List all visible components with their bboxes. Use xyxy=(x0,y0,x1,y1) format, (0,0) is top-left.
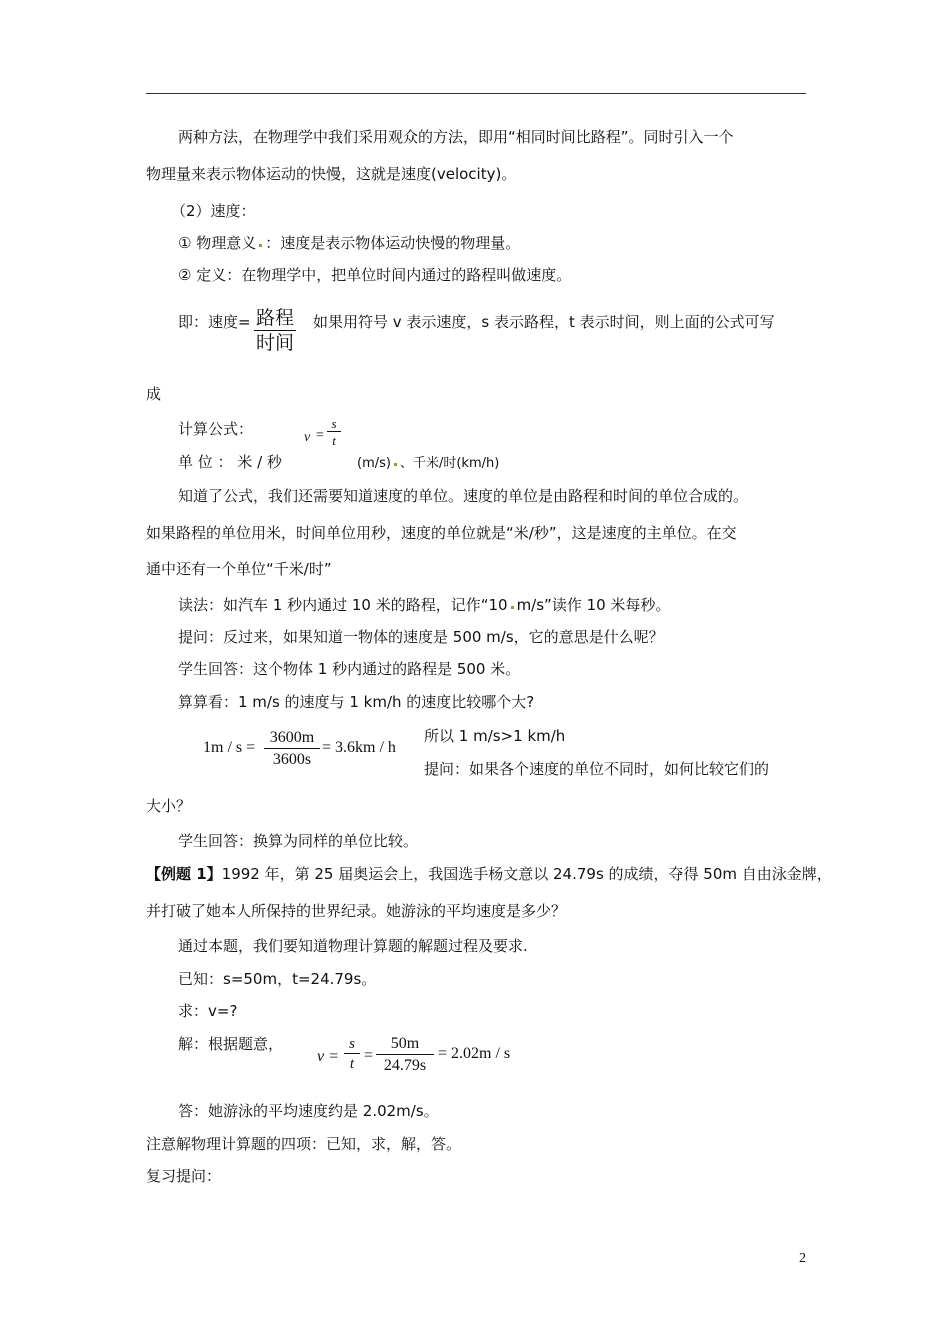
example-line xyxy=(146,864,832,884)
fraction-denominator: 3600s xyxy=(272,751,312,768)
solution-fraction-1 xyxy=(344,1035,360,1074)
answer-line: 答：她游泳的平均速度约是 2.02m/s。 xyxy=(178,1102,439,1120)
example-label: 【例题 1】 xyxy=(146,865,222,883)
fraction-numerator: 路程 xyxy=(255,307,294,329)
formula-equals: = xyxy=(316,428,324,443)
paragraph-line: 两种方法，在物理学中我们采用观众的方法，即用“相同时间比路程”。同时引入一个 xyxy=(178,128,734,146)
paragraph-line: 大小？ xyxy=(146,797,192,815)
formula-v: v xyxy=(304,430,311,445)
fraction-denominator: 时间 xyxy=(255,332,294,354)
paragraph-line: 通过本题，我们要知道物理计算题的解题过程及要求. xyxy=(178,937,528,955)
paragraph-line: 物理量来表示物体运动的快慢，这就是速度(velocity)。 xyxy=(146,165,517,183)
paragraph-line: 成 xyxy=(146,385,162,403)
word-fraction xyxy=(254,306,296,355)
paragraph-line xyxy=(178,595,670,615)
fraction-numerator: s xyxy=(349,1036,355,1052)
find-line: 求：v=? xyxy=(178,1002,238,1020)
section-heading: （2）速度： xyxy=(171,202,256,220)
question-line: 提问：如果各个速度的单位不同时，如何比较它们的 xyxy=(424,760,770,778)
unit-alt: 、千米/时(km/h) xyxy=(399,456,500,471)
conversion-right: = 3.6km / h xyxy=(322,739,396,756)
fraction-denominator: t xyxy=(332,433,336,448)
speed-formula-label: 即：速度= xyxy=(178,313,251,331)
question-line: 提问：反过来，如果知道一物体的速度是 500 m/s，它的意思是什么呢？ xyxy=(178,628,664,646)
solution-label: 解：根据题意， xyxy=(178,1035,284,1053)
conversion-left: 1m / s = xyxy=(203,739,256,756)
solution-fraction-2 xyxy=(376,1034,434,1077)
mark-icon xyxy=(394,463,397,466)
fraction-denominator: t xyxy=(349,1056,355,1072)
formula-fraction xyxy=(327,416,341,450)
conclusion-line: 所以 1 m/s>1 km/h xyxy=(424,727,566,745)
paragraph-line: 如果路程的单位用米，时间单位用秒，速度的单位就是“米/秒”，这是速度的主单位。在交 xyxy=(146,524,737,542)
reading-text: m/s”读作 10 米每秒。 xyxy=(516,596,671,614)
definition-text: ：速度是表示物体运动快慢的物理量。 xyxy=(265,234,521,252)
example-text: 1992 年，第 25 届奥运会上，我国选手杨文意以 24.79s 的成绩，夺得 50m 自由泳金牌， xyxy=(221,865,832,883)
definition-line: ② 定义：在物理学中，把单位时间内通过的路程叫做速度。 xyxy=(178,266,572,284)
answer-line: 学生回答：这个物体 1 秒内通过的路程是 500 米。 xyxy=(178,660,521,678)
page-number: 2 xyxy=(799,1251,806,1266)
conversion-fraction xyxy=(264,728,320,771)
header-rule xyxy=(146,93,806,94)
fraction-denominator: 24.79s xyxy=(383,1057,427,1074)
fraction-numerator: 50m xyxy=(390,1035,420,1052)
fraction-numerator: s xyxy=(331,416,337,431)
unit-si: (m/s) xyxy=(357,456,391,471)
definition-line xyxy=(178,233,520,253)
solution-result: = 2.02m / s xyxy=(438,1045,511,1062)
formula-label: 计算公式： xyxy=(178,420,254,438)
example-line: 并打破了她本人所保持的世界纪录。她游泳的平均速度是多少？ xyxy=(146,902,567,920)
unit-value xyxy=(357,454,499,474)
solution-v: v = xyxy=(317,1048,339,1065)
solution-equals: = xyxy=(364,1047,374,1064)
given-line: 已知：s=50m，t=24.79s。 xyxy=(178,970,377,988)
paragraph-line: 通中还有一个单位“千米/时” xyxy=(146,560,332,578)
mark-icon xyxy=(511,606,514,609)
reading-text: 读法：如汽车 1 秒内通过 10 米的路程，记作“10 xyxy=(178,596,508,614)
fraction-numerator: 3600m xyxy=(269,729,315,746)
paragraph-line: 如果用符号 v 表示速度，s 表示路程，t 表示时间，则上面的公式可写 xyxy=(313,313,775,331)
paragraph-line: 知道了公式，我们还需要知道速度的单位。速度的单位是由路程和时间的单位合成的。 xyxy=(178,487,749,505)
note-line: 注意解物理计算题的四项：已知，求，解，答。 xyxy=(146,1135,462,1153)
definition-label: ① 物理意义 xyxy=(178,234,257,252)
mark-icon xyxy=(259,244,262,247)
unit-label: 单 位 ： 米 / 秒 xyxy=(178,453,282,471)
answer-line: 学生回答：换算为同样的单位比较。 xyxy=(178,832,419,850)
question-line: 算算看：1 m/s 的速度与 1 km/h 的速度比较哪个大? xyxy=(178,693,535,711)
review-heading: 复习提问： xyxy=(146,1167,222,1185)
